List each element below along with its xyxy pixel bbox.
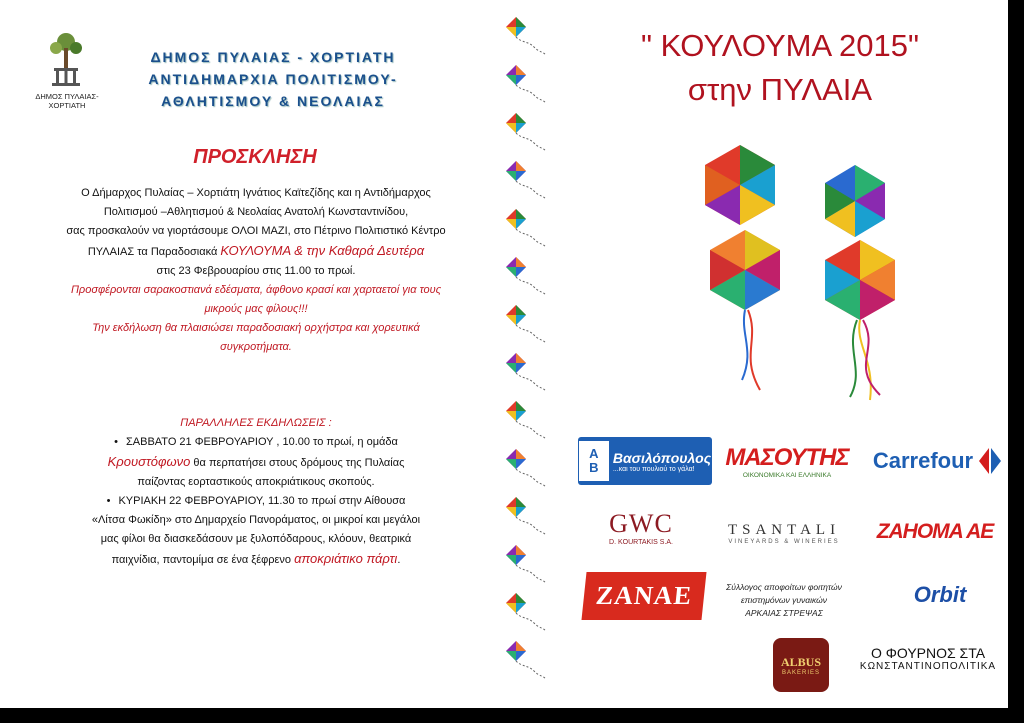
sponsor-gwc [586, 498, 696, 556]
small-kite-icon [506, 159, 550, 203]
small-kite-icon [506, 63, 550, 107]
small-kite-icon [506, 495, 550, 539]
body-line: μικρούς μας φίλους!!! [204, 303, 308, 315]
sponsor-tsantali [706, 515, 862, 551]
body-text-span: ΠΥΛΑΙΑΣ τα Παραδοσιακά [87, 246, 221, 258]
event-line: παίζοντας εορταστικούς αποκριάτικους σκοπούς. [137, 476, 375, 488]
assoc-line: ΑΡΚΑΙΑΣ ΣΤΡΕΨΑΣ [745, 607, 823, 618]
event-line [38, 452, 474, 473]
sponsor-carrefour [870, 437, 1006, 485]
event-item: • ΣΑΒΒΑΤΟ 21 ΦΕΒΡΟΥΑΡΙΟΥ , 10.00 το πρωί, η ομάδα [38, 433, 474, 452]
sponsor-name: ZANAE [594, 581, 694, 610]
sponsor-slogan: ...και του πουλιού το γάλα! [612, 465, 695, 473]
small-kite-icon [506, 399, 550, 443]
event-line: «Λίτσα Φωκίδη» στο Δημαρχείο Πανοράματος, οι μικροί και μεγάλοι [91, 514, 421, 526]
invitation-body [38, 184, 474, 357]
ab-logo-icon [579, 441, 609, 481]
sponsor-slogan: BAKERIES [781, 669, 820, 676]
sponsor-slogan: ΟΙΚΟΝΟΜΙΚΑ ΚΑΙ ΕΛΛΗΝΙΚΑ [742, 471, 832, 479]
event-title-line-1: " ΚΟΥΛΟΥΜΑ 2015" [640, 28, 920, 63]
ab-letter: B [589, 460, 599, 475]
body-text-span: παιχνίδια, παντομίμα σε ένα ξέφρενο [111, 554, 295, 566]
kites-illustration [670, 135, 935, 410]
kite-left-icon [705, 145, 780, 390]
parallel-events-title: ΠΑΡΑΛΛΗΛΕΣ ΕΚΔΗΛΩΣΕΙΣ : [180, 417, 332, 429]
small-kite-icon [506, 543, 550, 587]
small-kite-icon [506, 15, 550, 59]
sponsor-name: Orbit [913, 582, 967, 607]
krousto-highlight: Κρουστόφωνο [107, 454, 191, 469]
event-line [38, 549, 474, 570]
sponsor-masoutis [716, 437, 858, 485]
sponsor-zanae [581, 572, 706, 620]
sponsor-name: Ο ΦΟΥΡΝΟΣ ΣΤΑ [870, 644, 986, 661]
sponsor-fournos [860, 634, 996, 682]
body-line: στις 23 Φεβρουαρίου στις 11.00 το πρωί. [156, 265, 356, 277]
body-text-span: θα περπατήσει στους δρόμους της Πυλαίας [190, 457, 405, 469]
sponsor-association [706, 575, 862, 625]
header-line-1: ΔΗΜΟΣ ΠΥΛΑΙΑΣ - ΧΟΡΤΙΑΤΗ [150, 49, 396, 65]
party-highlight: αποκριάτικο πάρτι [294, 551, 398, 566]
sponsor-name: Βασιλόπουλος [612, 449, 712, 466]
sponsor-name: GWC [609, 508, 673, 538]
header-block [108, 46, 438, 112]
koulouma-highlight: ΚΟΥΛΟΥΜΑ & την Καθαρά Δευτέρα [220, 243, 425, 258]
small-kite-icon [506, 591, 550, 635]
small-kite-icon [506, 447, 550, 491]
body-line: Προσφέρονται σαρακοστιανά εδέσματα, άφθονο κρασί και χαρταετοί για τους [70, 284, 442, 296]
ab-letter: A [589, 446, 599, 461]
sponsor-name: Carrefour [872, 448, 974, 473]
sponsor-name: ZAHOMA AE [876, 520, 994, 543]
body-line: Ο Δήμαρχος Πυλαίας – Χορτιάτη Ιγνάτιος Καϊτεζίδης και η Αντιδήμαρχος [81, 187, 431, 199]
body-text-span: . [397, 554, 401, 566]
body-line: Την εκδήλωση θα πλαισιώσει παραδοσιακή ορχήστρα και χορευτικά [92, 322, 420, 334]
header-line-2: ΑΝΤΙΔΗΜΑΡΧΙΑ ΠΟΛΙΤΙΣΜΟΥ- [148, 71, 398, 87]
sponsor-name: ALBUS [780, 654, 821, 669]
event-title [560, 24, 1000, 112]
small-kite-icon [506, 255, 550, 299]
sponsor-name: ΜΑΣΟΥΤΗΣ [725, 443, 849, 471]
small-kite-icon [506, 207, 550, 251]
vasil-text [613, 450, 711, 473]
sponsor-slogan: ΚΩΝΣΤΑΝΤΙΝΟΠΟΛΙΤΙΚΑ [859, 660, 997, 672]
sponsor-albus [773, 638, 829, 692]
event-line: μας φίλοι θα διασκεδάσουν με ξυλοπόδαρους, κλόουν, θεατρικά [100, 533, 412, 545]
kite-strip [498, 15, 550, 680]
tree-logo-icon [46, 30, 86, 90]
logo-caption: ΔΗΜΟΣ ΠΥΛΑΙΑΣ-ΧΟΡΤΙΑΤΗ [35, 92, 99, 110]
kite-right-icon [825, 165, 895, 400]
municipality-logo [32, 30, 102, 115]
sponsor-vasilopoulos [578, 437, 712, 485]
small-kite-icon [506, 639, 550, 683]
event-item: • ΚΥΡΙΑΚΗ 22 ΦΕΒΡΟΥΑΡΙΟΥ, 11.30 το πρωί στην Αίθουσα [38, 492, 474, 511]
invitation-title: ΠΡΟΣΚΛΗΣΗ [193, 146, 317, 168]
sponsor-name: TSANTALI [727, 521, 841, 538]
carrefour-logo-icon [977, 446, 1003, 476]
sponsor-orbit [888, 575, 992, 615]
assoc-line: Σύλλογος αποφοίτων φοιτητών [726, 581, 842, 592]
body-line [38, 241, 474, 262]
small-kite-icon [506, 111, 550, 155]
body-line: συγκροτήματα. [220, 341, 292, 353]
small-kite-icon [506, 351, 550, 395]
event-title-line-2: στην ΠΥΛΑΙΑ [687, 72, 873, 107]
sponsor-zahoma [876, 514, 994, 550]
small-kite-icon [506, 303, 550, 347]
body-line: σας προσκαλούν να γιορτάσουμε ΟΛΟΙ ΜΑΖΙ, στο Πέτρινο Πολιτιστικό Κέντρο [66, 225, 446, 237]
sponsor-slogan: D. KOURTAKIS S.A. [609, 538, 673, 546]
sponsor-slogan: VINEYARDS & WINERIES [728, 538, 840, 545]
header-line-3: ΑΘΛΗΤΙΣΜΟΥ & ΝΕΟΛΑΙΑΣ [161, 93, 385, 109]
body-line: Πολιτισμού –Αθλητισμού & Νεολαίας Ανατολή Κωνσταντινίδου, [103, 206, 409, 218]
parallel-events [38, 414, 474, 570]
assoc-line: επιστημόνων γυναικών [740, 594, 828, 605]
